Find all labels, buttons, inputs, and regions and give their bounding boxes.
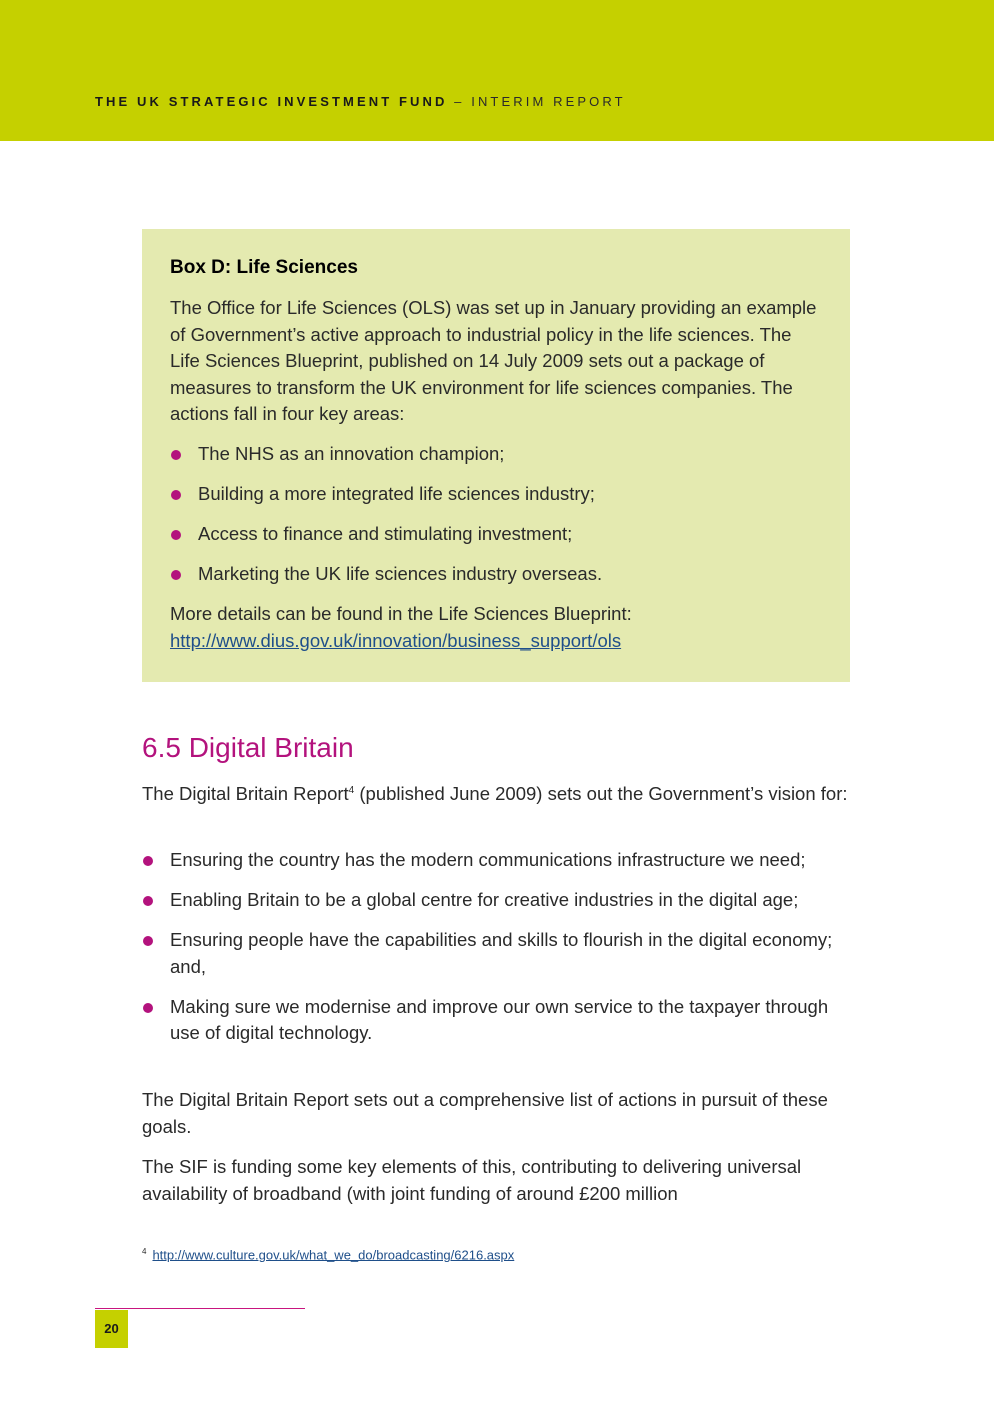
box-more-details bbox=[170, 601, 820, 654]
box-bullet-list bbox=[170, 441, 602, 601]
footnote-marker: 4 bbox=[142, 1247, 147, 1256]
list-item bbox=[170, 441, 602, 481]
list-item bbox=[142, 927, 854, 980]
box-intro-paragraph: The Office for Life Sciences (OLS) was set up in January providing an example of Government’s active approach to industrial policy in the life sciences. The Life Sciences Blueprint, published on 14 July 2009 sets out a package of measures to transform the UK environment for life sciences companies. The actions fall in four key areas: bbox=[170, 297, 817, 425]
bullet-dot-icon bbox=[171, 450, 181, 460]
bullet-dot-icon bbox=[143, 1003, 153, 1013]
footnote bbox=[142, 1247, 514, 1262]
bullet-dot-icon bbox=[143, 936, 153, 946]
box-bullet-text: The NHS as an innovation champion; bbox=[198, 443, 505, 464]
section-paragraph-3: The SIF is funding some key elements of this, contributing to delivering universal availability of broadband (with joint funding of around £200 million bbox=[142, 1156, 802, 1204]
footnote-reference[interactable]: 4 bbox=[348, 784, 355, 796]
bullet-text: Enabling Britain to be a global centre for creative industries in the digital age; bbox=[170, 888, 799, 910]
box-title: Box D: Life Sciences bbox=[170, 257, 358, 278]
list-item bbox=[142, 994, 854, 1047]
list-item bbox=[170, 521, 602, 561]
footnote-link[interactable]: http://www.culture.gov.uk/what_we_do/broadcasting/6216.aspx bbox=[152, 1247, 515, 1263]
box-bullet-text: Marketing the UK life sciences industry overseas. bbox=[198, 563, 603, 584]
bullet-dot-icon bbox=[171, 530, 181, 540]
footer-divider bbox=[95, 1308, 305, 1309]
section-paragraph-2: The Digital Britain Report sets out a comprehensive list of actions in pursuit of these goals. bbox=[142, 1089, 828, 1137]
box-bullet-text: Access to finance and stimulating investment; bbox=[198, 523, 573, 544]
running-header bbox=[95, 94, 626, 109]
bullet-text: Ensuring the country has the modern communications infrastructure we need; bbox=[170, 849, 806, 870]
bullet-text: Ensuring people have the capabilities and skills to flourish in the digital economy; and, bbox=[170, 928, 833, 977]
page-number: 20 bbox=[95, 1310, 128, 1348]
digital-britain-bullet-list bbox=[142, 847, 854, 1060]
intro-text-before: The Digital Britain Report bbox=[142, 783, 349, 804]
intro-text-after: (published June 2009) sets out the Government’s vision for: bbox=[354, 783, 848, 804]
header-title-light: INTERIM REPORT bbox=[471, 94, 626, 109]
header-title-bold: THE UK STRATEGIC INVESTMENT FUND bbox=[95, 94, 448, 109]
bullet-dot-icon bbox=[143, 896, 153, 906]
box-d-life-sciences bbox=[142, 229, 850, 682]
header-band bbox=[0, 0, 994, 141]
section-heading: 6.5 Digital Britain bbox=[142, 732, 354, 763]
list-item bbox=[170, 561, 602, 601]
list-item bbox=[170, 481, 602, 521]
bullet-dot-icon bbox=[171, 570, 181, 580]
bullet-dot-icon bbox=[171, 490, 181, 500]
bullet-dot-icon bbox=[143, 856, 153, 866]
box-bullet-text: Building a more integrated life sciences industry; bbox=[198, 483, 595, 504]
list-item bbox=[142, 887, 854, 914]
ols-blueprint-link[interactable]: http://www.dius.gov.uk/innovation/business_support/ols bbox=[170, 629, 622, 651]
bullet-text: Making sure we modernise and improve our own service to the taxpayer through use of digital technology. bbox=[170, 995, 829, 1044]
header-separator: – bbox=[447, 94, 472, 109]
list-item bbox=[142, 847, 854, 874]
box-more-text: More details can be found in the Life Sciences Blueprint: bbox=[170, 603, 632, 624]
section-intro-paragraph bbox=[142, 781, 852, 808]
